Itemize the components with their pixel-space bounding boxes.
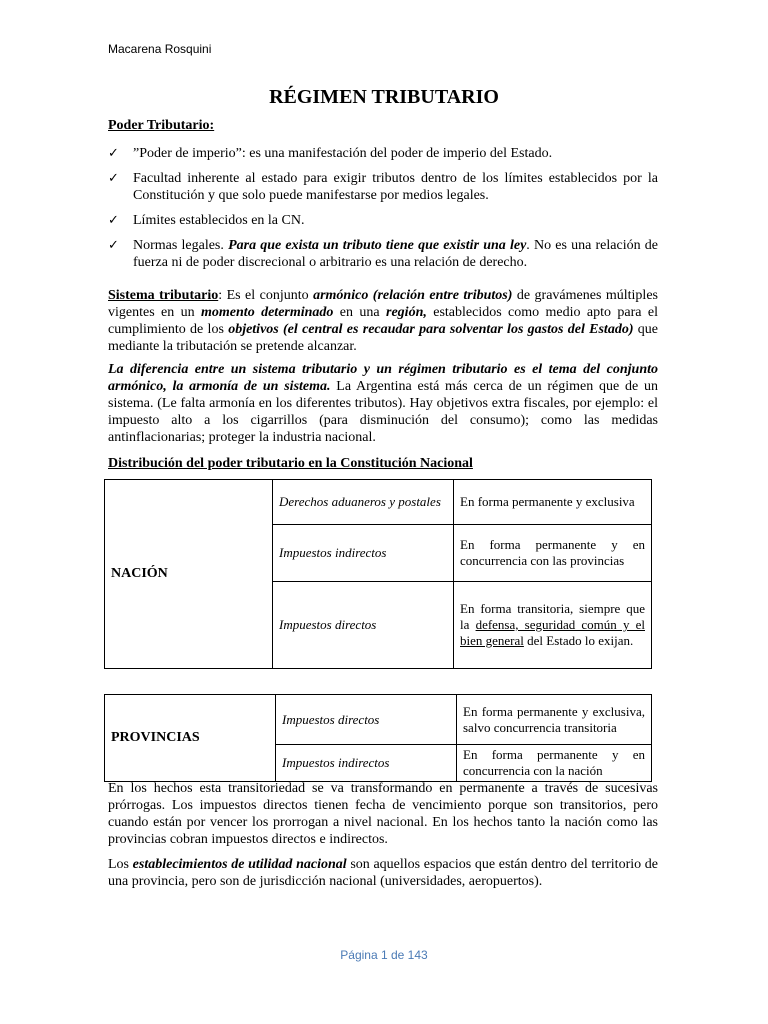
table-provincias [104, 694, 652, 782]
bullet-list [108, 145, 658, 279]
emphasis-text: objetivos (el central es recaudar para solventar los gastos del Estado) [228, 322, 634, 337]
checkmark-icon: ✓ [108, 146, 119, 161]
emphasis-text: La diferencia entre un sistema tributario y un régimen tributario es el tema del conjunto armónico, la armonía de un sistema. [108, 362, 658, 394]
text-segment: establecidos como medio apto para el cumplimiento de los [108, 305, 658, 337]
paragraph-sistema-tributario [108, 287, 658, 355]
text-segment: La Argentina está más cerca de un régimen que de un sistema. (Le falta armonía en los diferentes tributos). Hay objetivos extra fiscales, por ejemplo: el impuesto alto a los cigarrillos (para disminución del consumo); como las medidas antinflacionarias; proteger la industria nacional. [108, 379, 658, 445]
text-segment: : Es el conjunto [218, 288, 314, 303]
rule-cell: En forma permanente y exclusiva, salvo concurrencia transitoria [457, 695, 652, 745]
emphasis-text: establecimientos de utilidad nacional [132, 857, 347, 872]
list-item [108, 237, 658, 271]
checkmark-icon: ✓ [108, 171, 119, 186]
term-sistema-tributario: Sistema tributario [108, 288, 219, 303]
rule-cell: En forma permanente y en concurrencia con la nación [457, 745, 652, 782]
checkmark-icon: ✓ [108, 238, 119, 253]
rule-cell: En forma permanente y en concurrencia con las provincias [454, 525, 652, 582]
list-item-text: Facultad inherente al estado para exigir tributos dentro de los límites establecidos por la Constitución y que solo puede manifestarse por medios legales. [133, 171, 658, 203]
table-row [105, 480, 652, 525]
tax-type-cell: Impuestos directos [276, 695, 457, 745]
tax-type-cell: Derechos aduaneros y postales [273, 480, 454, 525]
rule-cell: En forma permanente y exclusiva [454, 480, 652, 525]
text-segment: Los [108, 857, 133, 872]
text-segment: del Estado lo exijan. [523, 633, 634, 648]
paragraph-establecimientos [108, 856, 658, 890]
paragraph-hechos: En los hechos esta transitoriedad se va transformando en permanente a través de sucesivas prórrogas. Los impuestos directos tienen fecha de vencimiento porque son transitorios, pero cuando están por vencer los prorrogan a nivel nacional. En los hechos tanto la nación como las provincias cobran impuestos directos e indirectos. [108, 781, 658, 847]
text-segment: Normas legales. [133, 238, 229, 253]
page-header-author: Macarena Rosquini [108, 42, 212, 56]
text-segment: son aquellos espacios que están dentro del territorio de una provincia, pero son de jurisdicción nacional (universidades, aeropuertos). [108, 857, 659, 889]
region-label-provincias: PROVINCIAS [105, 695, 276, 782]
emphasis-text: momento determinado [201, 305, 334, 320]
text-segment: de gravámenes múltiples vigentes en un [108, 288, 658, 320]
page-footer-number: Página 1 de 143 [340, 948, 428, 962]
list-item-text: Límites establecidos en la CN. [133, 213, 305, 228]
emphasis-text: armónico (relación entre tributos) [313, 288, 513, 303]
emphasis-text: Para que exista un tributo tiene que existir una ley [228, 238, 527, 253]
underlined-text: defensa, seguridad común y el bien general [460, 617, 645, 648]
text-segment: En forma transitoria, siempre que la [460, 601, 645, 632]
section-heading-distribucion: Distribución del poder tributario en la Constitución Nacional [108, 456, 473, 471]
list-item-text: ”Poder de imperio”: es una manifestación del poder de imperio del Estado. [133, 146, 553, 161]
text-segment: en una [333, 305, 387, 320]
tax-type-cell: Impuestos directos [273, 582, 454, 669]
emphasis-text: región, [386, 305, 427, 320]
tax-type-cell: Impuestos indirectos [276, 745, 457, 782]
text-segment: que mediante la tributación se pretende alcanzar. [108, 322, 658, 354]
region-label-nacion: NACIÓN [105, 480, 273, 669]
table-nacion [104, 479, 652, 669]
tax-type-cell: Impuestos indirectos [273, 525, 454, 582]
paragraph-diferencia [108, 361, 658, 446]
list-item [108, 212, 658, 229]
list-item [108, 170, 658, 204]
rule-cell [454, 582, 652, 669]
table-row [105, 695, 652, 745]
list-item [108, 145, 658, 162]
list-item-text [133, 237, 658, 271]
text-segment: . No es una relación de fuerza ni de poder discrecional o arbitrario es una relación de derecho. [133, 238, 658, 270]
checkmark-icon: ✓ [108, 213, 119, 228]
section-heading-poder-tributario: Poder Tributario: [108, 118, 215, 133]
document-title: RÉGIMEN TRIBUTARIO [269, 86, 499, 108]
